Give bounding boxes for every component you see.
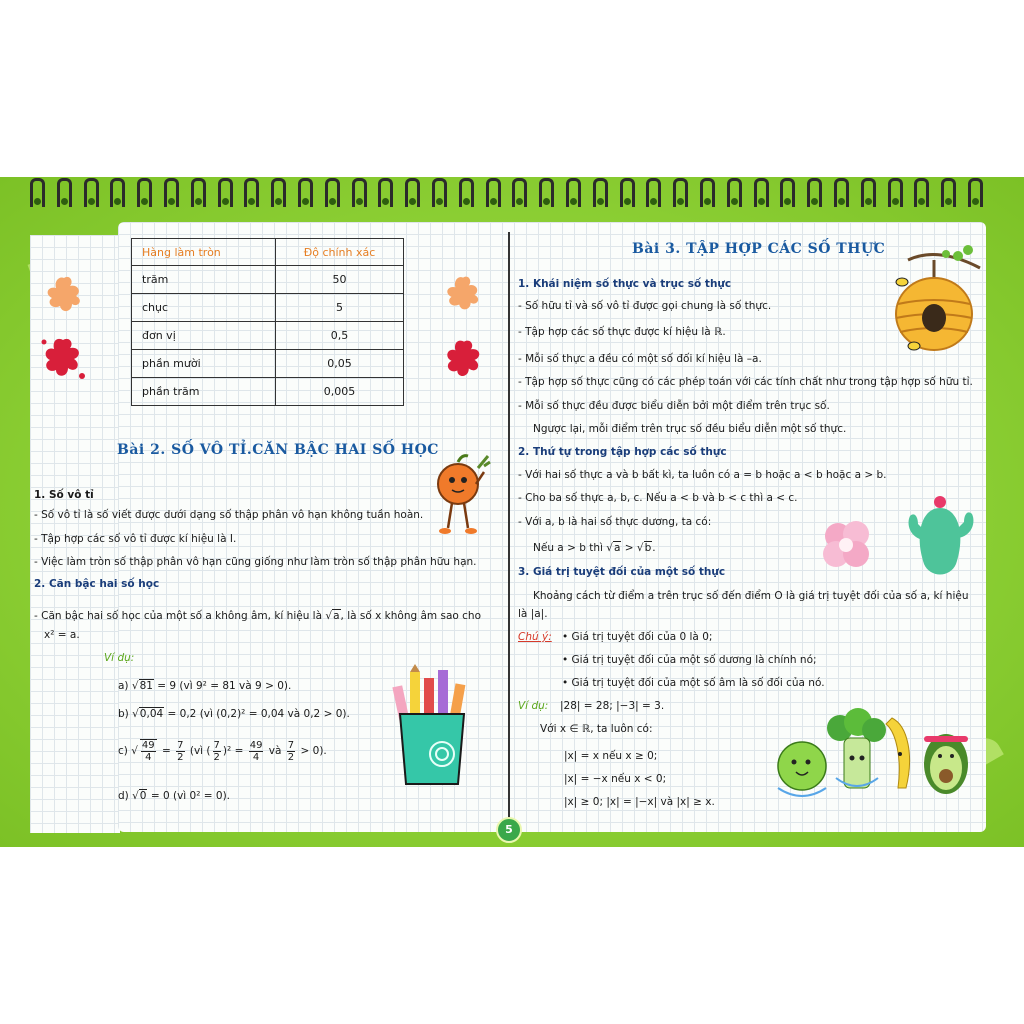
page-number: 5	[496, 817, 522, 843]
orange-splat-icon	[440, 270, 486, 316]
body-line: - Tập hợp các số vô tỉ được kí hiệu là I.	[34, 533, 237, 545]
table-row	[132, 322, 404, 350]
body-line	[34, 609, 481, 623]
body-line: - Với hai số thực a và b bất kì, ta luôn có a = b hoặc a < b hoặc a > b.	[518, 469, 887, 481]
body-line: - Việc làm tròn số thập phân vô hạn cũng giống như làm tròn số thập phân hữu hạn.	[34, 556, 477, 568]
numerator: 7	[213, 739, 220, 751]
lesson-3-title: Bài 3. TẬP HỢP CÁC SỐ THỰC	[632, 241, 886, 257]
table-cell: 50	[276, 266, 404, 294]
radicand: 81	[139, 680, 153, 692]
example-line: a) √81 = 9 (vì 9² = 81 và 9 > 0).	[118, 680, 292, 692]
item-marker: c)	[118, 745, 128, 757]
lesson-2-title: Bài 2. SỐ VÔ TỈ.CĂN BẬC HAI SỐ HỌC	[117, 442, 439, 458]
binding-hole	[329, 198, 336, 205]
table-cell: đơn vị	[132, 322, 276, 350]
table-cell: trăm	[132, 266, 276, 294]
binding-hole	[624, 198, 631, 205]
body-text: = 0,2 (vì (0,2)² = 0,04 và 0,2 > 0).	[167, 708, 350, 720]
binding-hole	[865, 198, 872, 205]
body-text: , là số x không âm sao cho	[340, 610, 482, 622]
table-cell: phần mười	[132, 350, 276, 378]
denominator: 2	[213, 751, 220, 763]
table-cell: chục	[132, 294, 276, 322]
body-text: (vì	[189, 745, 204, 757]
binding-hole	[731, 198, 738, 205]
section-heading: 3. Giá trị tuyệt đối của một số thực	[518, 566, 726, 578]
body-text: = 0 (vì 0² = 0).	[150, 790, 231, 802]
binding-hole	[61, 198, 68, 205]
body-line: - Mỗi số thực a đều có một số đối kí hiệu là –a.	[518, 353, 762, 365]
table-row	[132, 378, 404, 406]
radicand: a	[613, 542, 621, 554]
formula-line: |x| = −x nếu x < 0;	[564, 773, 667, 785]
section-heading: 2. Thứ tự trong tập hợp các số thực	[518, 446, 727, 458]
body-line: Ngược lại, mỗi điểm trên trục số đều biểu diễn một số thực.	[533, 423, 847, 435]
sqrt-icon: √	[325, 610, 333, 622]
note-line: • Giá trị tuyệt đối của một số dương là chính nó;	[562, 654, 817, 666]
binding-hole	[34, 198, 41, 205]
table-row	[132, 266, 404, 294]
orange-character-icon	[428, 448, 492, 544]
body-line: Với x ∈ ℝ, ta luôn có:	[540, 723, 653, 735]
item-marker: b)	[118, 708, 129, 720]
binding-hole	[302, 198, 309, 205]
binding-hole	[892, 198, 899, 205]
body-line: là |a|.	[518, 608, 548, 620]
radicand: b	[644, 542, 652, 554]
note-line: • Giá trị tuyệt đối của một số âm là số đối của nó.	[562, 677, 825, 689]
red-splat-icon	[440, 334, 488, 382]
flower-icon	[818, 514, 876, 576]
body-line: - Mỗi số thực đều được biểu diễn bởi một điểm trên trục số.	[518, 400, 830, 412]
binding-hole	[463, 198, 470, 205]
table-header-row	[132, 239, 404, 266]
binding-hole	[356, 198, 363, 205]
formula-line: |x| ≥ 0; |x| = |−x| và |x| ≥ x.	[564, 796, 715, 808]
section-heading: 1. Số vô tỉ	[34, 489, 94, 501]
binding-hole	[490, 198, 497, 205]
binding-hole	[570, 198, 577, 205]
page-divider	[508, 232, 510, 820]
numerator: 49	[249, 739, 263, 751]
table-cell: 0,5	[276, 322, 404, 350]
body-text: - Căn bậc hai số học của một số a không âm, kí hiệu là	[34, 610, 323, 622]
section-heading: 1. Khái niệm số thực và trục số thực	[518, 278, 732, 290]
numerator: 7	[177, 739, 184, 751]
section-heading: 2. Căn bậc hai số học	[34, 578, 160, 590]
spiral-binding	[30, 178, 994, 208]
beehive-icon	[888, 238, 984, 364]
fraction	[213, 740, 221, 763]
table-header: Hàng làm tròn	[132, 239, 276, 266]
binding-hole	[758, 198, 765, 205]
fruit-characters-icon	[774, 708, 984, 804]
body-line: - Tập hợp các số thực được kí hiệu là ℝ.	[518, 326, 726, 338]
fraction	[287, 740, 295, 763]
denominator: 2	[287, 751, 295, 763]
example-line: c) √ $\frac{49}{4}$ = $\frac{7}{2}$ (vì ( $\frac{7}{2}$ )² = $\frac{49}{4}$ và $\frac{7}{2}$ > 0).	[118, 739, 327, 763]
body-line: Nếu a > b thì √a > √b.	[533, 542, 656, 554]
body-line: x² = a.	[44, 629, 80, 641]
fraction	[176, 740, 184, 763]
body-line: - Tập hợp số thực cũng có các phép toán với các tính chất như trong tập hợp số hữu tỉ.	[518, 376, 973, 388]
formula-line: |x| = x nếu x ≥ 0;	[564, 750, 658, 762]
fraction	[249, 740, 264, 763]
orange-splat-icon	[40, 272, 88, 316]
binding-hole	[222, 198, 229, 205]
red-splat-icon	[38, 332, 88, 382]
binding-hole	[195, 198, 202, 205]
example-line: b) √0,04 = 0,2 (vì (0,2)² = 0,04 và 0,2 > 0).	[118, 708, 350, 720]
radicand: 0,04	[139, 708, 164, 720]
binding-hole	[436, 198, 443, 205]
table-cell: 5	[276, 294, 404, 322]
denominator: 2	[177, 751, 184, 763]
body-line: - Cho ba số thực a, b, c. Nếu a < b và b < c thì a < c.	[518, 492, 798, 504]
binding-hole	[88, 198, 95, 205]
table-header: Độ chính xác	[276, 239, 404, 266]
numerator: 49	[141, 740, 155, 751]
body-text: và	[268, 745, 282, 757]
binding-hole	[972, 198, 979, 205]
example-line: d) √0 = 0 (vì 0² = 0).	[118, 790, 231, 802]
binding-hole	[838, 198, 845, 205]
body-text: .	[652, 542, 656, 554]
radicand: 0	[139, 790, 147, 802]
example-label: Ví dụ:	[518, 700, 549, 712]
pencil-cup-icon	[390, 664, 474, 790]
binding-hole	[597, 198, 604, 205]
item-marker: d)	[118, 790, 129, 802]
item-marker: a)	[118, 680, 129, 692]
operator: >	[624, 542, 634, 554]
example-line: |28| = 28; |−3| = 3.	[560, 700, 665, 712]
body-text: > 0).	[300, 745, 327, 757]
example-label: Ví dụ:	[104, 652, 135, 664]
fraction	[140, 739, 157, 763]
body-line: - Số hữu tỉ và số vô tỉ được gọi chung là số thực.	[518, 300, 772, 312]
table-row	[132, 294, 404, 322]
operator: =	[161, 745, 171, 757]
operator: =	[234, 745, 244, 757]
table-cell: phần trăm	[132, 378, 276, 406]
body-text: = 9 (vì 9² = 81 và 9 > 0).	[157, 680, 292, 692]
binding-hole	[704, 198, 711, 205]
body-line: - Với a, b là hai số thực dương, ta có:	[518, 516, 712, 528]
body-text: Nếu a > b thì	[533, 542, 603, 554]
note-line: • Giá trị tuyệt đối của 0 là 0;	[562, 631, 713, 643]
table-cell: 0,005	[276, 378, 404, 406]
table-row	[132, 350, 404, 378]
body-line: - Số vô tỉ là số viết được dưới dạng số thập phân vô hạn không tuần hoàn.	[34, 509, 424, 521]
numerator: 7	[287, 739, 295, 751]
cactus-icon	[900, 494, 984, 580]
radicand: a	[333, 610, 340, 622]
note-label: Chú ý:	[518, 631, 552, 643]
denominator: 4	[252, 751, 260, 763]
table-cell: 0,05	[276, 350, 404, 378]
rounding-table	[131, 238, 404, 406]
denominator: 4	[145, 752, 152, 763]
binding-hole	[168, 198, 175, 205]
body-line: Khoảng cách từ điểm a trên trục số đến điểm O là giá trị tuyệt đối của số a, kí hiệu	[533, 590, 969, 602]
